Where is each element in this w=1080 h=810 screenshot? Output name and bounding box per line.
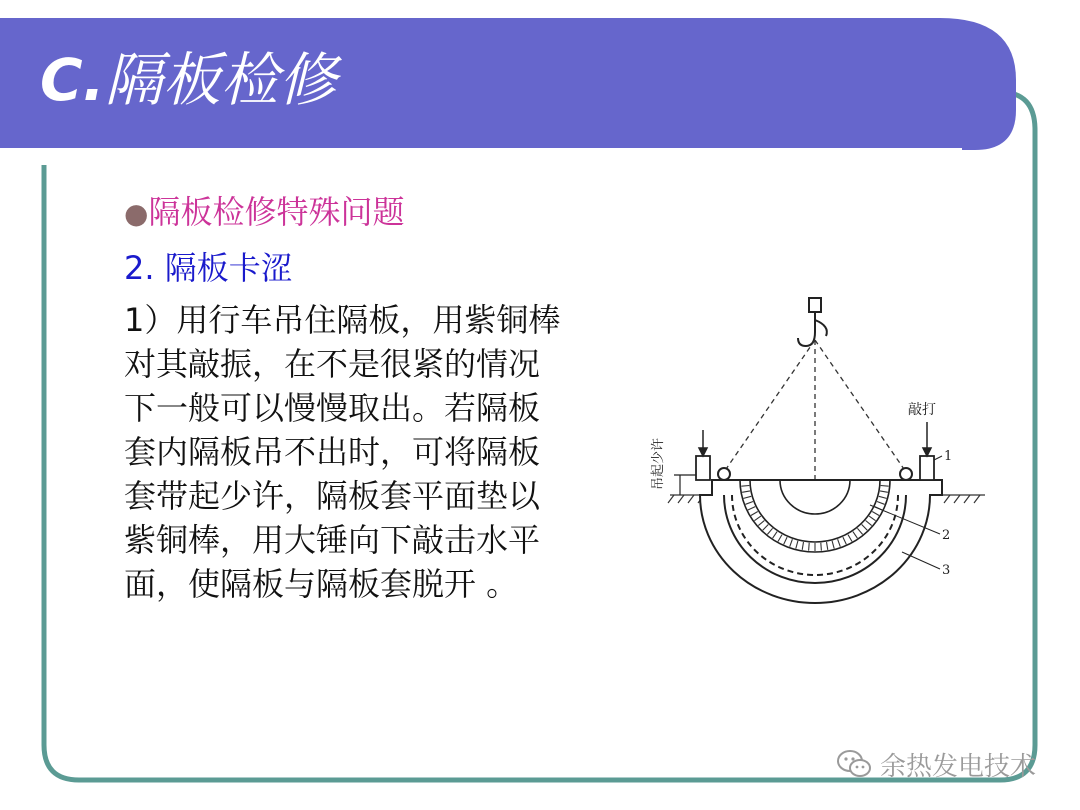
lift-dimension xyxy=(674,475,696,495)
blade-tick xyxy=(821,543,822,551)
bullet-text: 隔板检修特殊问题 xyxy=(148,193,405,231)
watermark-text: 余热发电技术 xyxy=(880,751,1037,782)
paragraph-line: 面，使隔板与隔板套脱开 。 xyxy=(124,565,519,603)
paragraph-line: 套内隔板吊不出时，可将隔板 xyxy=(124,433,541,471)
slide-title xyxy=(40,40,337,120)
part-number-2: 2 xyxy=(942,528,951,543)
paragraph-line: 紫铜棒，用大锤向下敲击水平 xyxy=(124,521,541,559)
crane-hook-icon xyxy=(798,298,827,346)
diaphragm-diagram xyxy=(640,290,990,610)
blade-tick xyxy=(881,486,889,487)
blade-tick xyxy=(741,486,749,487)
header-white-rule xyxy=(0,148,962,156)
wechat-icon xyxy=(836,749,872,779)
paragraph-line: 套带起少许，隔板套平面垫以 xyxy=(124,477,541,515)
body-paragraph xyxy=(124,298,624,606)
paragraph-line: 下一般可以慢慢取出。若隔板 xyxy=(124,389,541,427)
subheading: 2. 隔板卡涩 xyxy=(124,249,293,287)
knock-label: 敲打 xyxy=(908,402,936,418)
title-text: 隔板检修 xyxy=(104,46,337,114)
watermark xyxy=(836,744,1036,784)
bullet-item xyxy=(124,190,404,236)
part-number-1: 1 xyxy=(944,449,953,464)
part-number-3: 3 xyxy=(942,563,951,578)
paragraph-line: 1）用行车吊住隔板，用紫铜棒 xyxy=(124,301,561,339)
lift-label: 吊起少许 xyxy=(651,437,666,490)
paragraph-line: 对其敲振，在不是很紧的情况 xyxy=(124,345,541,383)
title-prefix: C. xyxy=(40,46,105,114)
blade-tick xyxy=(809,543,810,551)
bullet-dot-icon: ● xyxy=(124,197,149,230)
